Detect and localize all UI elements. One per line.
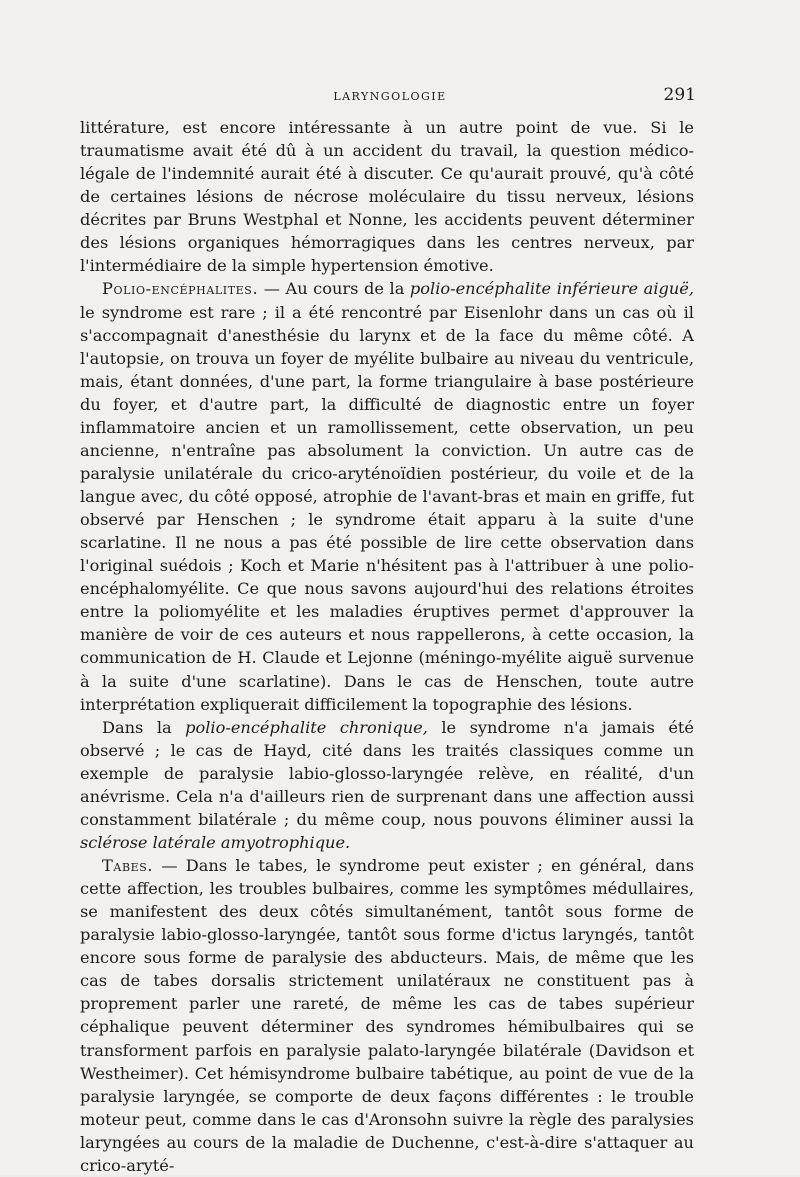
italic-term: sclérose latérale amyotrophique. bbox=[80, 832, 351, 852]
paragraph-text: — Au cours de la bbox=[258, 279, 410, 299]
paragraph-text: — Dans le tabes, le syndrome peut exister ; en général, dans cette affection, les troubles bulbaires, comme les symptômes médullaires, se manifestent des deux côtés simultanément, tantôt sous forme de paralysie labio-glosso-laryngée, tantôt sous forme d'ictus laryngés, tantôt encore sous forme de paralysie des abducteurs. Mais, de même que les cas de tabes dorsalis strictement unilatéraux ne constituent pas à proprement parler une rareté, de même les cas de tabes supérieur céphalique peuvent déterminer des syndromes hémibulbaires qui se transforment parfois en paralysie palato-laryngée bilatérale (Davidson et Westheimer). Cet hémisyndrome bulbaire tabétique, au point de vue de la paralysie laryngée, se comporte de deux façons différentes : le trouble moteur peut, comme dans le cas d'Aronsohn suivre la règle des paralysies laryngées au cours de la maladie de Duchenne, c'est-à-dire s'attaquer au crico-aryté- bbox=[80, 856, 694, 1175]
paragraph-text: le syndrome est rare ; il a été rencontré par Eisenlohr dans un cas où il s'accompagnait d'anesthésie du larynx et de la face du même côté. A l'autopsie, on trouva un foyer de myélite bulbaire au niveau du ventricule, mais, étant données, d'une part, la forme triangulaire à base postérieure du foyer, et d'autre part, la difficulté de diagnostic entre un foyer inflammatoire ancien et un ramollissement, cette observation, un peu ancienne, n'entraîne pas absolument la conviction. Un autre cas de paralysie unilatérale du crico-aryténoïdien postérieur, du voile et de la langue avec, du côté opposé, atrophie de l'avant-bras et main en griffe, fut observé par Henschen ; le syndrome était apparu à la suite d'une scarlatine. Il ne nous a pas été possible de lire cette observation dans l'original suédois ; Koch et Marie n'hésitent pas à l'attribuer à une polio-encéphalomyélite. Ce que nous savons aujourd'hui des relations étroites entre la poliomyélite et les maladies éruptives permet d'approuver la manière de voir de ces auteurs et nous rappellerons, à cette occasion, la communication de H. Claude et Lejonne (méningo-myélite aiguë survenue à la suite d'une scarlatine). Dans le cas de Henschen, toute autre interprétation expliquerait difficilement la topographie des lésions. bbox=[80, 302, 694, 714]
section-heading-polio-encephalites: Polio-encéphalites. bbox=[102, 279, 259, 299]
running-title: LARYNGOLOGIE bbox=[333, 90, 447, 103]
paragraph-text: le syndrome n'a jamais été observé ; le cas de Hayd, cité dans les traités classiques comme un exemple de paralysie labio-glosso-laryngée relève, en réalité, d'un anévrisme. Cela n'a d'ailleurs rien de surprenant dans une affection aussi constamment bilatérale ; du même coup, nous pouvons éliminer aussi la bbox=[80, 717, 695, 829]
italic-term: polio-encéphalite inférieure aiguë, bbox=[409, 279, 695, 299]
paragraph-tabes bbox=[80, 854, 694, 1177]
page-header bbox=[80, 85, 700, 110]
paragraph-polio-chronique bbox=[80, 716, 694, 854]
body-text bbox=[80, 116, 694, 1177]
page-number: 291 bbox=[663, 85, 696, 105]
italic-term: polio-encéphalite chronique, bbox=[185, 717, 428, 737]
paragraph-text: Dans la bbox=[102, 717, 186, 737]
section-heading-tabes: Tabes. bbox=[102, 856, 154, 875]
paragraph-polio-encephalites bbox=[80, 277, 694, 715]
paragraph-1: littérature, est encore intéressante à un autre point de vue. Si le traumatisme avait été dû à un accident du travail, la question médico-légale de l'indemnité aurait été à discuter. Ce qu'aurait prouvé, qu'à côté de certaines lésions de nécrose moléculaire du tissu nerveux, lésions décrites par Bruns Westphal et Nonne, les accidents peuvent déterminer des lésions organiques hémorragiques dans les centres nerveux, par l'intermédiaire de la simple hypertension émotive. bbox=[80, 118, 694, 276]
